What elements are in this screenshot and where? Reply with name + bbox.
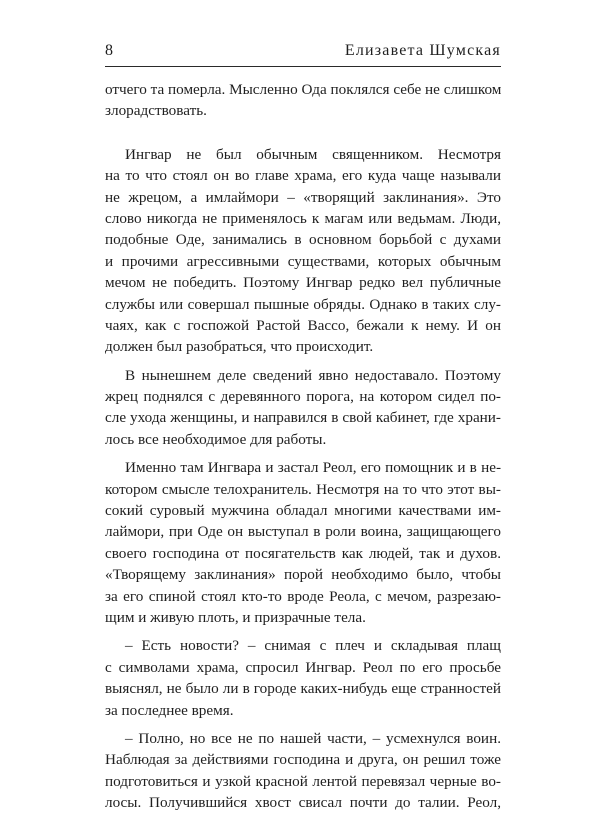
page-header <box>105 40 501 64</box>
paragraph <box>105 144 501 358</box>
paragraph <box>105 635 501 721</box>
text-line: – Есть новости? – снимая с плеч и складывая плащ <box>125 637 501 655</box>
header-rule <box>105 66 501 67</box>
running-title: Елизавета Шумская <box>344 42 501 59</box>
text-line: – Полно, но все не по нашей части, – усмехнулся воин. <box>125 729 501 747</box>
text-line: щим и живую плоть, и призрачные тела. <box>105 608 366 626</box>
paragraph <box>105 457 501 628</box>
text-line: котором смысле телохранитель. Несмотря на то что этот вы- <box>105 480 501 498</box>
text-line: подготовиться и узкой красной лентой перевязал черные во- <box>105 772 501 790</box>
text-line: подобные Оде, занимались в основном борьбой с духами <box>105 231 501 249</box>
text-line: злорадствовать. <box>105 102 207 120</box>
text-line: лосы. Получившийся хвост свисал почти до талии. Реол, <box>105 794 501 812</box>
paragraph <box>105 365 501 451</box>
text-line: не жрецом, а имлаймори – «творящий заклинания». Это <box>105 188 501 206</box>
text-line: за его спиной стоял кто-то вроде Реола, с мечом, разрезаю- <box>105 587 501 605</box>
text-line: за последнее время. <box>105 701 234 719</box>
text-line: должен был разобраться, что происходит. <box>105 338 374 356</box>
text-line: и прочими агрессивными существами, которых обычным <box>105 252 501 270</box>
text-line: с символами храма, спросил Ингвар. Реол по его просьбе <box>105 658 501 676</box>
text-line: Ингвар не был обычным священником. Несмотря <box>125 145 501 163</box>
paragraph <box>105 79 501 122</box>
text-line: своего господина от посягательств как людей, так и духов. <box>105 544 501 562</box>
text-line: слово никогда не применялось к магам или ведьмам. Люди, <box>105 209 501 227</box>
text-line: сле ухода женщины, и направился в свой кабинет, где храни- <box>105 409 501 427</box>
text-line: чаях, как с госпожой Растой Вассо, бежали к нему. И он <box>105 316 501 334</box>
text-line: мечом не победить. Поэтому Ингвар редко вел публичные <box>105 274 501 292</box>
text-line: выяснял, не было ли в городе каких-нибудь еще странностей <box>105 680 501 698</box>
text-line: В нынешнем деле сведений явно недоставало. Поэтому <box>125 366 501 384</box>
text-line: службы или совершал пышные обряды. Однако в таких слу- <box>105 295 501 313</box>
text-line: на то что стоял он во главе храма, его куда чаще называли <box>105 167 501 185</box>
page-number: 8 <box>105 42 113 59</box>
paragraph <box>105 728 501 814</box>
text-line: Именно там Ингвара и застал Реол, его помощник и в не- <box>125 459 501 477</box>
text-line: «Творящему заклинания» порой необходимо было, чтобы <box>105 566 501 584</box>
text-line: лось все необходимое для работы. <box>105 430 327 448</box>
text-line: отчего та померла. Мысленно Ода поклялся себе не слишком <box>105 81 502 98</box>
body-text <box>105 79 501 814</box>
text-line: жрец поднялся с деревянного порога, на котором сидел по- <box>105 388 501 406</box>
text-line: лаймори, при Оде он выступал в роли воина, защищающего <box>105 523 501 541</box>
text-line: Наблюдая за действиями господина и друга, он решил тоже <box>105 751 501 769</box>
text-line: сокий суровый мужчина обладал многими качествами им- <box>105 502 501 520</box>
